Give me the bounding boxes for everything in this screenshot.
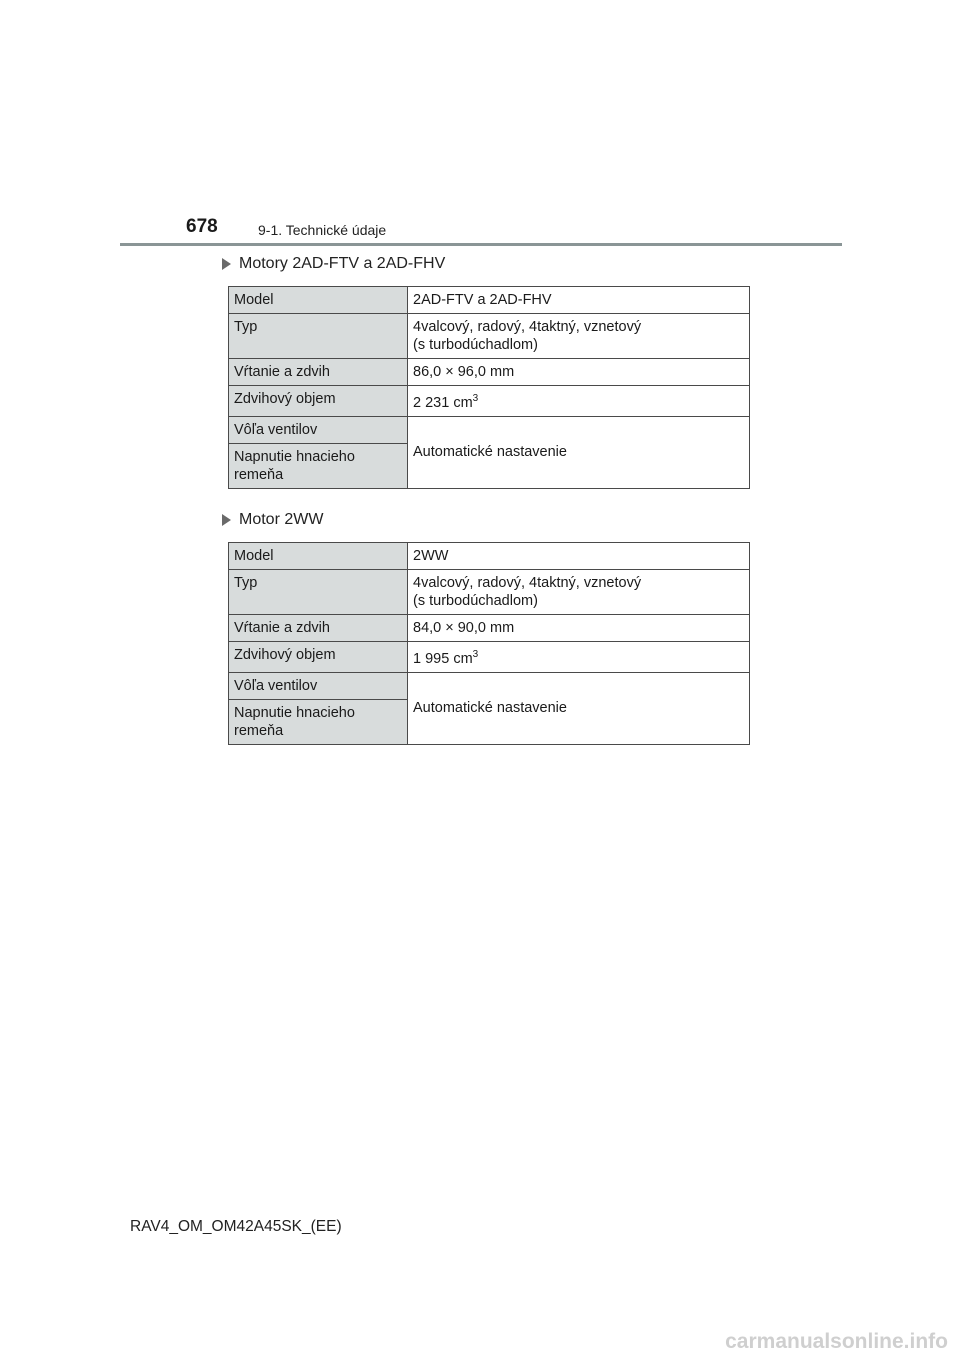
unit-superscript: 3 xyxy=(472,649,479,660)
spec-table-2ad xyxy=(228,286,750,489)
table-row xyxy=(229,642,750,673)
row-label: Zdvihový objem xyxy=(229,642,408,673)
table-row xyxy=(229,287,750,314)
table-row xyxy=(229,672,750,699)
row-label: Vŕtanie a zdvih xyxy=(229,615,408,642)
header-rule xyxy=(120,243,842,246)
row-value xyxy=(408,570,750,615)
label-line: remeňa xyxy=(234,466,284,483)
row-label: Typ xyxy=(229,570,408,615)
row-label: Zdvihový objem xyxy=(229,386,408,417)
row-label: Model xyxy=(229,287,408,314)
table-row xyxy=(229,314,750,359)
merged-value: Automatické nastavenie xyxy=(408,672,750,744)
sub-heading-2ad xyxy=(222,255,445,273)
value-text: 2 231 cm xyxy=(413,394,473,411)
spec-table-2ww xyxy=(228,542,750,745)
table-row xyxy=(229,543,750,570)
row-value: 84,0 × 90,0 mm xyxy=(408,615,750,642)
watermark: carmanualsonline.info xyxy=(725,1330,948,1353)
row-label: Model xyxy=(229,543,408,570)
table-row xyxy=(229,416,750,443)
row-label xyxy=(229,699,408,744)
document-code: RAV4_OM_OM42A45SK_(EE) xyxy=(130,1218,342,1235)
value-line: 4valcový, radový, 4taktný, vznetový xyxy=(413,575,642,591)
label-line: remeňa xyxy=(234,722,284,739)
row-label: Vôľa ventilov xyxy=(229,416,408,443)
table-row xyxy=(229,570,750,615)
sub-heading-2ww xyxy=(222,511,323,529)
value-line: (s turbodúchadlom) xyxy=(413,337,538,353)
label-line: Napnutie hnacieho xyxy=(234,704,355,721)
row-value: 2AD-FTV a 2AD-FHV xyxy=(408,287,750,314)
unit-superscript: 3 xyxy=(472,393,479,404)
triangle-arrow-icon xyxy=(222,258,231,270)
page-number: 678 xyxy=(186,216,218,237)
row-value xyxy=(408,314,750,359)
triangle-arrow-icon xyxy=(222,514,231,526)
table-row xyxy=(229,359,750,386)
label-line: Napnutie hnacieho xyxy=(234,448,355,465)
table-row xyxy=(229,615,750,642)
row-label: Vôľa ventilov xyxy=(229,672,408,699)
sub-heading-text: Motor 2WW xyxy=(239,511,324,528)
row-label: Vŕtanie a zdvih xyxy=(229,359,408,386)
row-value: 2WW xyxy=(408,543,750,570)
value-line: (s turbodúchadlom) xyxy=(413,593,538,609)
value-text: 1 995 cm xyxy=(413,650,473,667)
row-value xyxy=(408,642,750,673)
value-line: 4valcový, radový, 4taktný, vznetový xyxy=(413,319,642,335)
row-value: 86,0 × 96,0 mm xyxy=(408,359,750,386)
section-title: 9-1. Technické údaje xyxy=(258,222,387,238)
row-label xyxy=(229,443,408,488)
merged-value: Automatické nastavenie xyxy=(408,416,750,488)
row-label: Typ xyxy=(229,314,408,359)
table-row xyxy=(229,386,750,417)
sub-heading-text: Motory 2AD-FTV a 2AD-FHV xyxy=(239,255,446,272)
row-value xyxy=(408,386,750,417)
